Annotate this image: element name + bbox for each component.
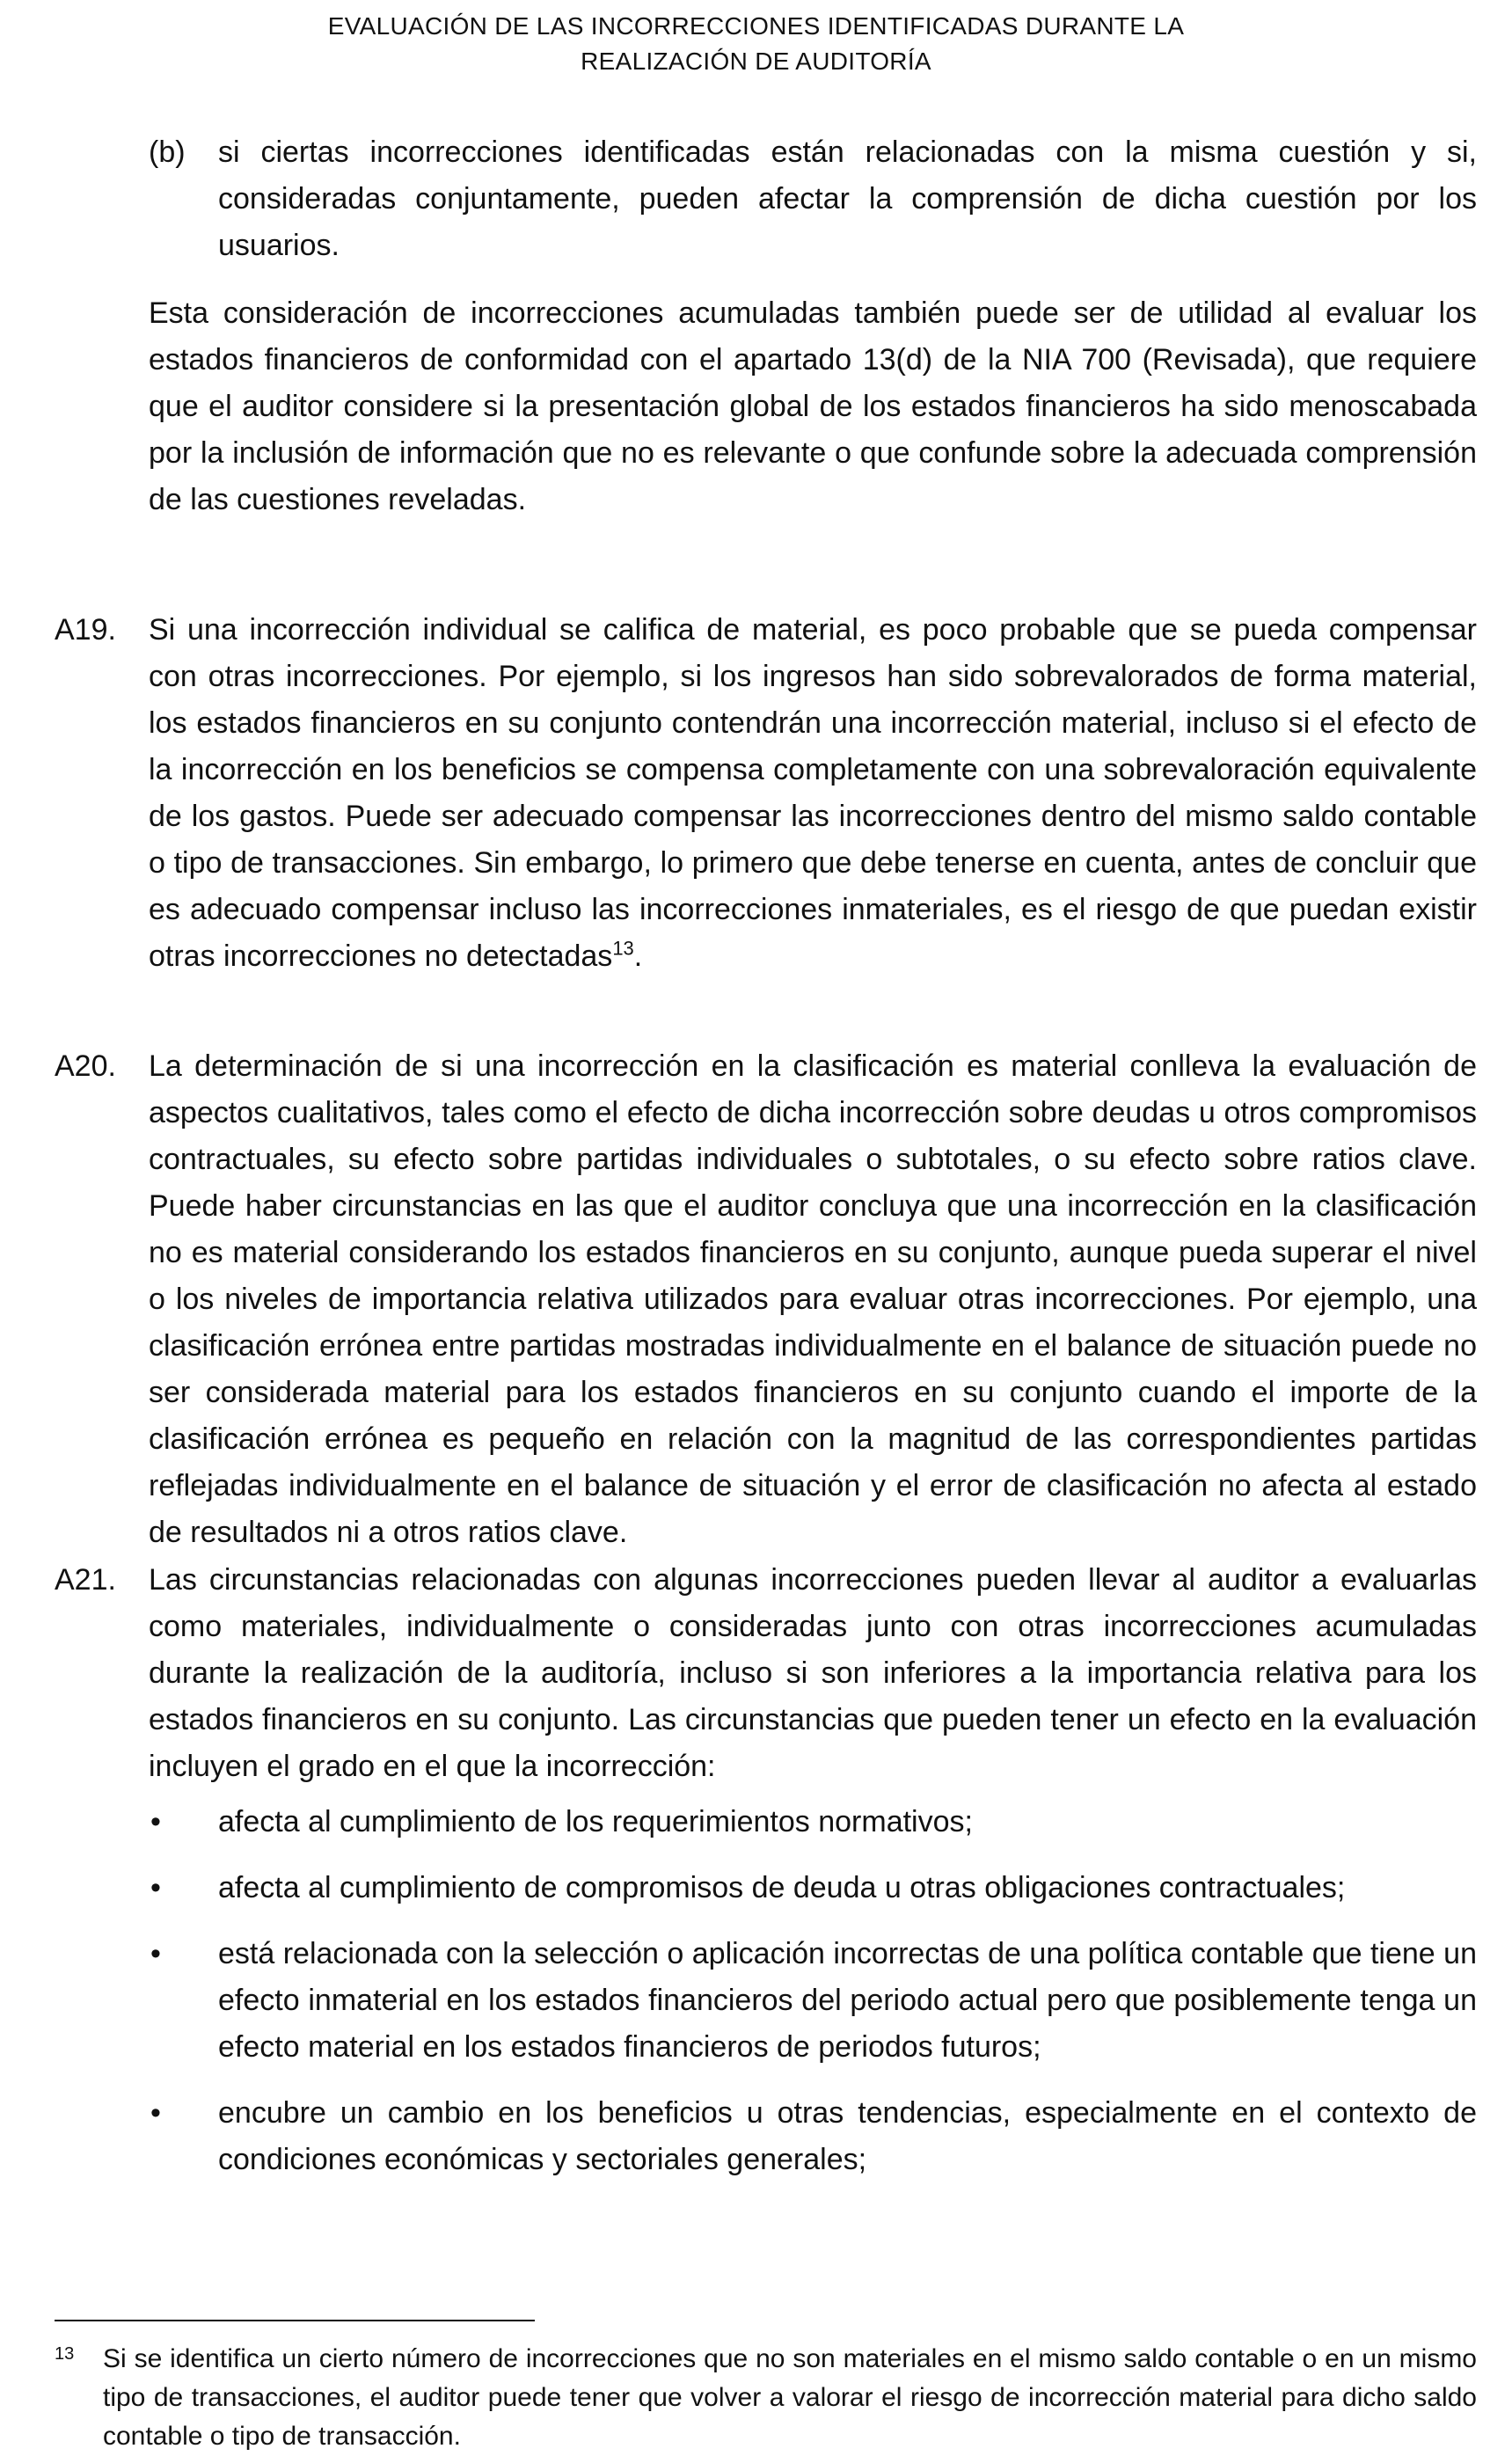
list-item <box>149 1799 1477 1846</box>
bullet-text: afecta al cumplimiento de compromisos de deuda u otras obligaciones contractuales; <box>218 1871 1346 1904</box>
continuation-paragraph: Esta consideración de incorrecciones acumuladas también puede ser de utilidad al evaluar los estados financieros de conformidad con el apartado 13(d) de la NIA 700 (Revisada), que requiere que el auditor considere si la presentación global de los estados financieros ha sido menoscabada por la inclusión de información que no es relevante o que confunde sobre la adecuada comprensión de las cuestiones reveladas. <box>149 296 1477 516</box>
footnote-reference[interactable]: 13 <box>612 937 634 960</box>
bullet-text: encubre un cambio en los beneficios u otras tendencias, especialmente en el contexto de condiciones económicas y sectoriales generales; <box>218 2096 1477 2176</box>
paragraph-tail: . <box>633 939 643 973</box>
footnote-number: 13 <box>55 2344 75 2364</box>
paragraph-a21 <box>55 1557 1477 1790</box>
footnote <box>55 2340 1477 2456</box>
footnote-text: Si se identifica un cierto número de incorrecciones que no son materiales en el mismo saldo contable o en un mismo tipo de transacciones, el auditor puede tener que volver a valorar el riesgo de incorrección material para dicho saldo contable o tipo de transacción. <box>103 2344 1477 2451</box>
paragraph-text: Las circunstancias relacionadas con algunas incorrecciones pueden llevar al auditor a evaluarlas como materiales, individualmente o consideradas junto con otras incorrecciones acumuladas durante la realización de la auditoría, incluso si son inferiores a la importancia relativa para los estados financieros en su conjunto. Las circunstancias que pueden tener un efecto en la evaluación incluyen el grado en el que la incorrección: <box>149 1563 1477 1783</box>
footnote-divider <box>55 2320 535 2321</box>
list-item-b <box>149 129 1477 269</box>
page-header <box>0 9 1512 79</box>
bullet-text: está relacionada con la selección o aplicación incorrectas de una política contable que tiene un efecto inmaterial en los estados financieros del periodo actual pero que posiblemente tenga un efecto material en los estados financieros de periodos futuros; <box>218 1937 1477 2064</box>
list-item-label: (b) <box>149 135 186 169</box>
bullet-text: afecta al cumplimiento de los requerimientos normativos; <box>218 1805 973 1838</box>
bullet-icon: • <box>150 2096 161 2130</box>
list-item <box>149 1865 1477 1911</box>
paragraph-number: A21. <box>55 1563 116 1597</box>
paragraph-a20 <box>55 1043 1477 1556</box>
paragraph-number: A20. <box>55 1049 116 1083</box>
header-line-1: EVALUACIÓN DE LAS INCORRECCIONES IDENTIFICADAS DURANTE LA <box>327 12 1185 40</box>
paragraph-a19 <box>55 607 1477 980</box>
paragraph-text <box>149 607 1477 980</box>
bullet-list <box>149 1799 1477 2203</box>
paragraph-number: A19. <box>55 613 116 647</box>
paragraph-body: Si una incorrección individual se califica de material, es poco probable que se pueda compensar con otras incorrecciones. Por ejemplo, si los ingresos han sido sobrevalorados de forma material, los estados financieros en su conjunto contendrán una incorrección material, incluso si el efecto de la incorrección en los beneficios se compensa completamente con una sobrevaloración equivalente de los gastos. Puede ser adecuado compensar las incorrecciones dentro del mismo saldo contable o tipo de transacciones. Sin embargo, lo primero que debe tenerse en cuenta, antes de concluir que es adecuado compensar incluso las incorrecciones inmateriales, es el riesgo de que puedan existir otras incorrecciones no detectadas <box>149 613 1477 973</box>
list-item <box>149 2090 1477 2183</box>
header-line-2: REALIZACIÓN DE AUDITORÍA <box>581 48 931 75</box>
list-item-text: si ciertas incorrecciones identificadas están relacionadas con la misma cuestión y si, consideradas conjuntamente, pueden afectar la comprensión de dicha cuestión por los usuarios. <box>218 135 1477 262</box>
paragraph-text: La determinación de si una incorrección en la clasificación es material conlleva la evaluación de aspectos cualitativos, tales como el efecto de dicha incorrección sobre deudas u otros compromisos contractuales, su efecto sobre partidas individuales o subtotales, o su efecto sobre ratios clave. Puede haber circunstancias en las que el auditor concluya que una incorrección en la clasificación no es material considerando los estados financieros en su conjunto, aunque pueda superar el nivel o los niveles de importancia relativa utilizados para evaluar otras incorrecciones. Por ejemplo, una clasificación errónea entre partidas mostradas individualmente en el balance de situación puede no ser considerada material para los estados financieros en su conjunto cuando el importe de la clasificación errónea es pequeño en relación con la magnitud de las correspondientes partidas reflejadas individualmente en el balance de situación y el error de clasificación no afecta al estado de resultados ni a otros ratios clave. <box>149 1049 1477 1549</box>
list-item <box>149 1931 1477 2071</box>
bullet-icon: • <box>150 1871 161 1904</box>
bullet-icon: • <box>150 1805 161 1838</box>
bullet-icon: • <box>150 1937 161 1970</box>
